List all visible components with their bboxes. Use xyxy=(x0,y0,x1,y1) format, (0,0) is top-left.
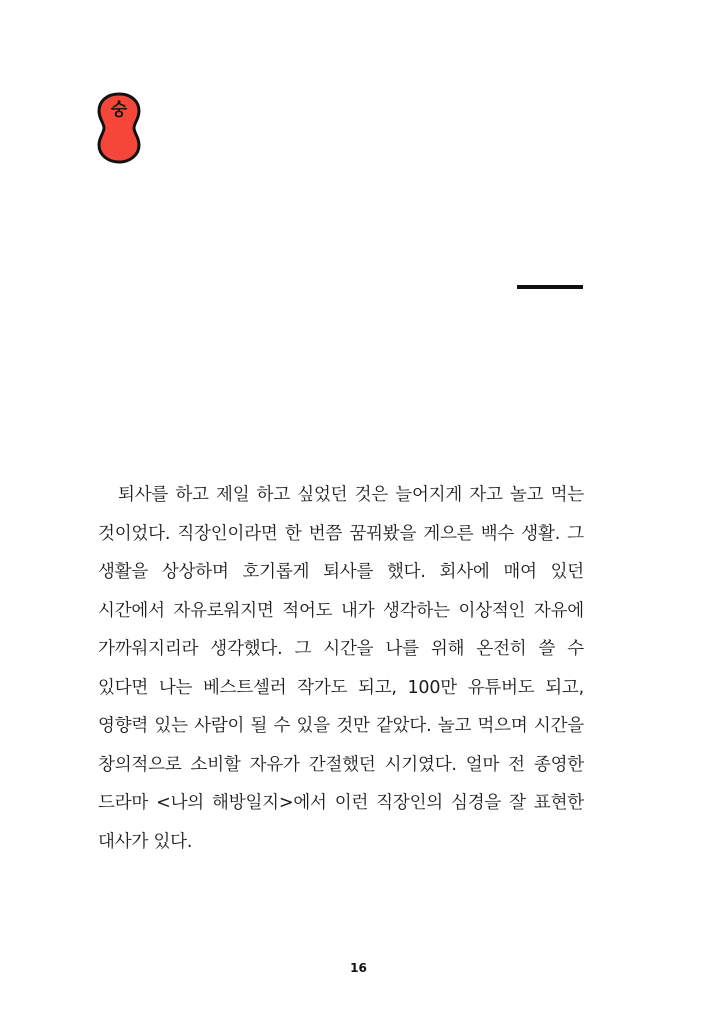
page-number: 16 xyxy=(350,961,367,975)
section-rule xyxy=(517,285,583,289)
badge-label: 숭 xyxy=(110,100,128,120)
body-paragraph: 퇴사를 하고 제일 하고 싶었던 것은 늘어지게 자고 놀고 먹는 것이었다. 직장인이라면 한 번쯤 꿈꿔봤을 게으른 백수 생활. 그 생활을 상상하며 호기롭게 퇴사를 했다. 회사에 매여 있던 시간에서 자유로워지면 적어도 내가 생각하는 이상적인 자유에 가까워지리라 생각했다. 그 시간을 나를 위해 온전히 쓸 수 있다면 나는 베스트셀러 작가도 되고, 100만 유튜버도 되고, 영향력 있는 사람이 될 수 있을 것만 같았다. 놀고 먹으며 시간을 창의적으로 소비할 자유가 간절했던 시기였다. 얼마 전 종영한 드라마 <나의 해방일지>에서 이런 직장인의 심경을 잘 표현한 대사가 있다. xyxy=(98,485,584,852)
chapter-badge xyxy=(97,92,141,164)
